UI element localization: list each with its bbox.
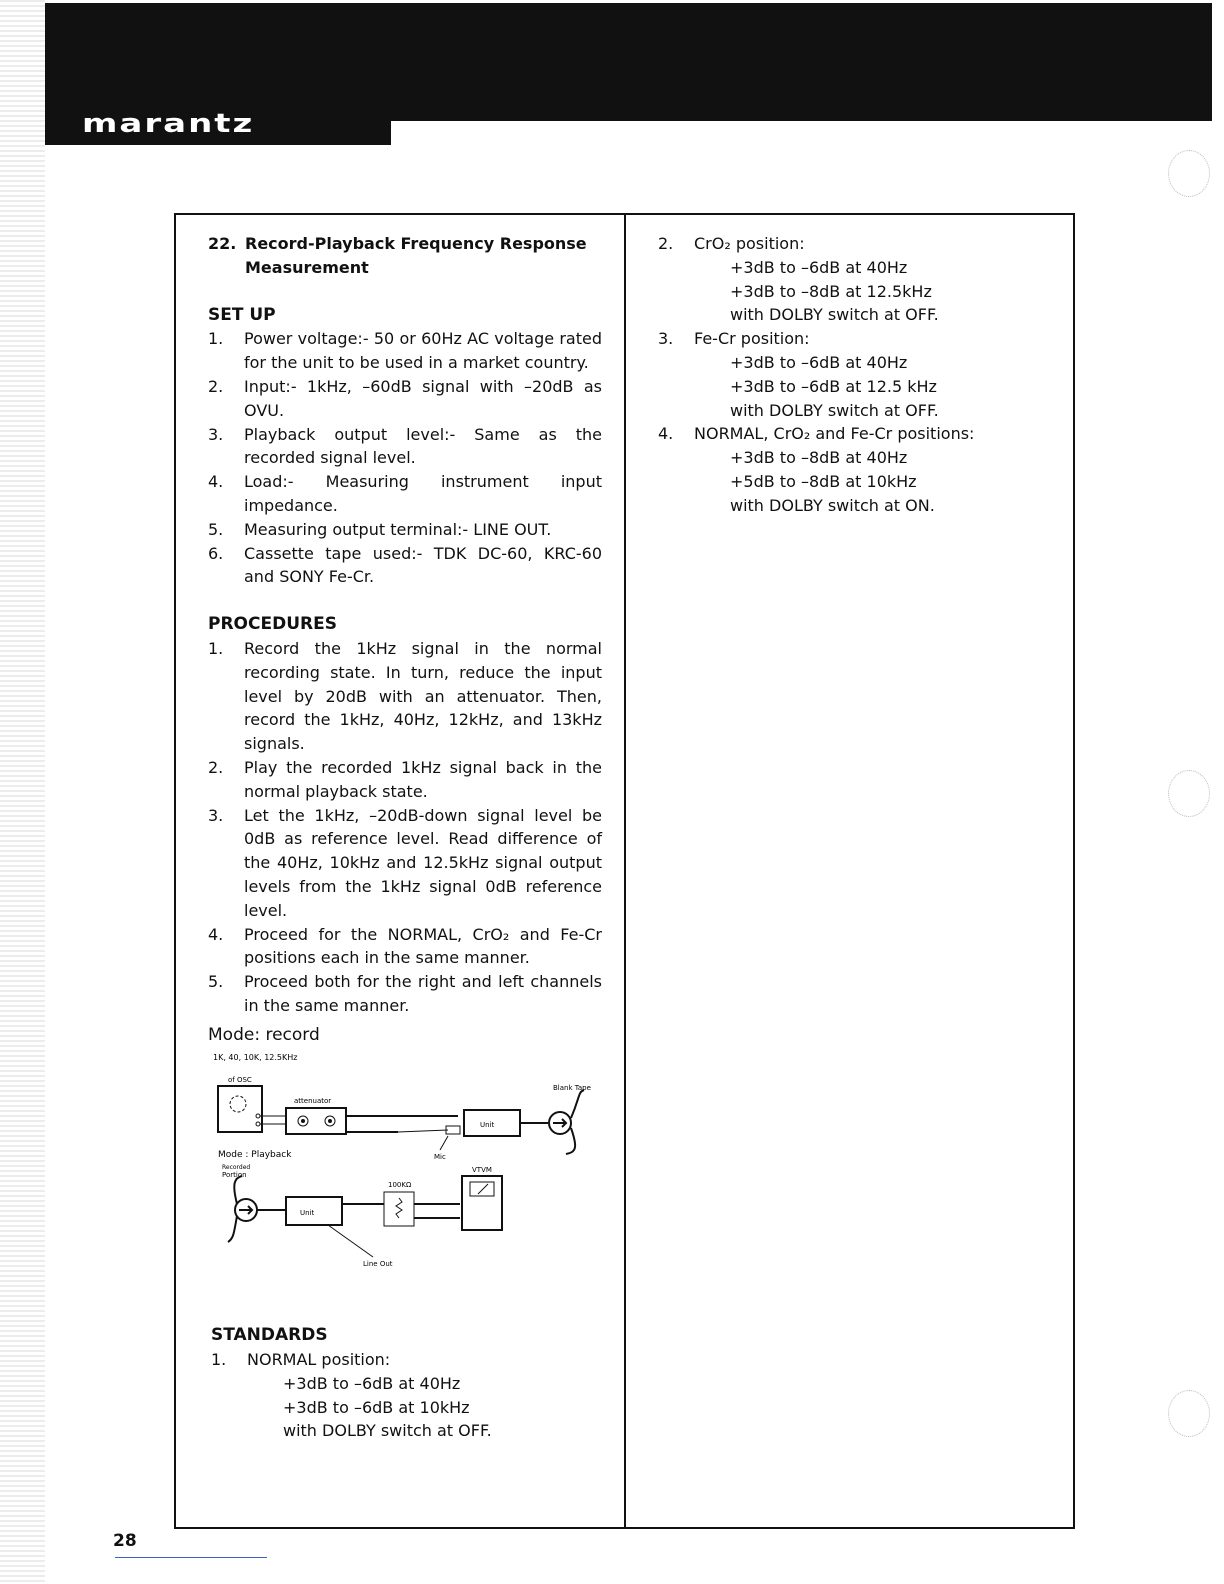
setup-item	[208, 542, 602, 590]
binding-hole	[1168, 1390, 1210, 1437]
portion-label: Portion	[222, 1170, 247, 1179]
standard-item	[658, 232, 1018, 256]
setup-text: Input:- 1kHz, –60dB signal with –20dB as OVU.	[244, 376, 602, 420]
standard-line: with DOLBY switch at OFF.	[730, 400, 939, 420]
standard-line: +3dB to –6dB at 40Hz	[283, 1373, 461, 1393]
standard-line: with DOLBY switch at OFF.	[283, 1421, 492, 1441]
vtvm-meter	[470, 1182, 494, 1196]
standard-title: NORMAL, CrO₂ and Fe-Cr positions:	[694, 424, 975, 444]
left-column	[208, 232, 602, 1443]
standard-item	[658, 327, 1018, 351]
standards-title: STANDARDS	[211, 1325, 328, 1346]
standard-item	[211, 1348, 602, 1372]
setup-item	[208, 423, 602, 471]
procedure-number: 2.	[208, 757, 224, 777]
standard-number: 1.	[211, 1350, 227, 1370]
osc-label: of OSC	[228, 1075, 252, 1084]
mic-label: Mic	[434, 1152, 446, 1161]
procedure-item	[208, 804, 602, 923]
standard-line: +3dB to –6dB at 40Hz	[730, 257, 908, 277]
standard-lines	[658, 351, 1018, 422]
standard-title: CrO₂ position:	[694, 234, 805, 253]
heading-number: 22.	[208, 234, 237, 253]
procedure-item	[208, 923, 602, 971]
vtvm-label: VTVM	[472, 1165, 492, 1174]
standard-item	[658, 422, 1018, 446]
procedures-list	[208, 637, 602, 1018]
recorded-label: Recorded	[222, 1163, 251, 1171]
scan-edge	[0, 0, 45, 1584]
attenuator-label: attenuator	[294, 1096, 332, 1105]
standard-lines	[658, 256, 1018, 327]
procedure-item	[208, 970, 602, 1018]
standard-line: with DOLBY switch at OFF.	[730, 305, 939, 325]
osc-dial	[230, 1096, 246, 1112]
brand-logo: marantz	[82, 108, 255, 139]
standard-line: +3dB to –8dB at 12.5kHz	[730, 281, 932, 301]
procedure-number: 3.	[208, 805, 224, 825]
standard-line: +3dB to –8dB at 40Hz	[730, 448, 908, 468]
procedures-title: PROCEDURES	[208, 614, 337, 635]
mode-playback-label: Mode : Playback	[218, 1149, 292, 1160]
procedure-number: 4.	[208, 924, 224, 944]
standard-1-lines	[211, 1372, 602, 1443]
setup-item	[208, 518, 602, 542]
resistor-label: 100KΩ	[388, 1180, 412, 1189]
mode-record-label: Mode: record	[208, 1024, 320, 1045]
procedure-text: Proceed both for the right and left channels in the same manner.	[244, 972, 602, 1015]
binding-hole	[1168, 770, 1210, 817]
setup-list	[208, 327, 602, 589]
standard-line: +3dB to –6dB at 40Hz	[730, 352, 908, 372]
section-heading	[208, 232, 602, 280]
setup-item	[208, 375, 602, 423]
standard-number: 2.	[658, 234, 674, 253]
setup-number: 4.	[208, 472, 224, 492]
setup-number: 3.	[208, 424, 224, 444]
procedure-number: 5.	[208, 972, 224, 992]
setup-number: 5.	[208, 519, 224, 539]
oscillator-box	[218, 1086, 262, 1132]
standard-lines	[658, 446, 1018, 517]
procedure-text: Let the 1kHz, –20dB-down signal level be 0dB as reference level. Read difference of the 40Hz, 10kHz and 12.5kHz signal output levels from the 1kHz signal 0dB reference level.	[244, 805, 602, 920]
setup-text: Measuring output terminal:- LINE OUT.	[244, 519, 552, 539]
standard-title: Fe-Cr position:	[694, 329, 810, 349]
standard-line: +5dB to –8dB at 10kHz	[730, 471, 917, 491]
procedure-item	[208, 637, 602, 756]
line-out-label: Line Out	[363, 1259, 393, 1266]
procedure-text: Record the 1kHz signal in the normal recording state. In turn, reduce the input level by 20dB with an attenuator. Then, record the 1kHz, 40Hz, 12kHz, and 13kHz signals.	[244, 638, 602, 754]
standard-number: 3.	[658, 329, 674, 349]
setup-text: Power voltage:- 50 or 60Hz AC voltage rated for the unit to be used in a market country.	[244, 329, 602, 373]
blank-tape-label: Blank Tape	[553, 1083, 591, 1092]
attenuator-box	[286, 1108, 346, 1134]
heading-text: Record-Playback Frequency Response Measurement	[245, 234, 587, 277]
standard-number: 4.	[658, 424, 674, 444]
column-divider	[624, 213, 626, 1529]
measurement-diagram	[208, 1052, 608, 1266]
unit-label-playback: Unit	[300, 1208, 315, 1217]
right-column	[658, 232, 1018, 518]
setup-number: 2.	[208, 376, 224, 396]
setup-text: Load:- Measuring instrument input impedance.	[244, 472, 602, 515]
procedure-text: Proceed for the NORMAL, CrO₂ and Fe-Cr positions each in the same manner.	[244, 924, 602, 968]
procedure-item	[208, 756, 602, 804]
procedure-number: 1.	[208, 638, 224, 658]
freq-label: 1K, 40, 10K, 12.5KHz	[213, 1052, 298, 1062]
unit-label-record: Unit	[480, 1120, 495, 1129]
setup-number: 6.	[208, 543, 224, 563]
page-number: 28	[113, 1531, 137, 1551]
header-bar	[45, 3, 1212, 121]
procedure-text: Play the recorded 1kHz signal back in the normal playback state.	[244, 757, 602, 801]
standard-line: +3dB to –6dB at 12.5 kHz	[730, 376, 937, 396]
setup-title: SET UP	[208, 304, 276, 325]
setup-text: Playback output level:- Same as the recorded signal level.	[244, 424, 602, 468]
setup-text: Cassette tape used:- TDK DC-60, KRC-60 and SONY Fe-Cr.	[244, 543, 602, 587]
setup-item	[208, 327, 602, 375]
setup-item	[208, 470, 602, 518]
vtvm-box	[462, 1176, 502, 1230]
setup-number: 1.	[208, 329, 224, 349]
footer-rule	[115, 1557, 267, 1558]
standard-title: NORMAL position:	[247, 1350, 391, 1370]
standard-line: +3dB to –6dB at 10kHz	[283, 1397, 470, 1417]
standard-line: with DOLBY switch at ON.	[730, 495, 935, 515]
binding-hole	[1168, 150, 1210, 197]
resistor-box	[384, 1192, 414, 1226]
